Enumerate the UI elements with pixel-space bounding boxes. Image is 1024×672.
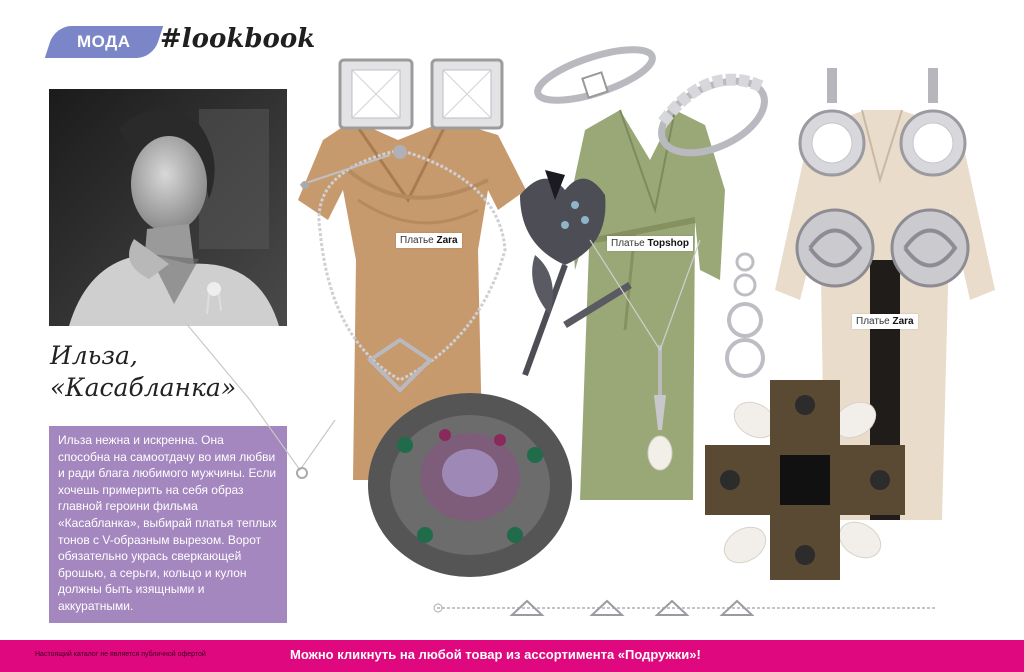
pearl-cross-brooch[interactable] (700, 375, 910, 585)
description-box (49, 426, 287, 623)
solitaire-ring[interactable] (530, 40, 660, 110)
product-tag-brand: Zara (436, 235, 458, 246)
product-tag-topshop-olive-dress[interactable] (607, 236, 693, 251)
square-stud-earrings[interactable] (340, 60, 490, 130)
leaf-ring[interactable] (648, 62, 778, 162)
heroine-portrait-photo (49, 89, 287, 326)
product-tag-brand: Topshop (647, 238, 689, 249)
knot-stud-earrings[interactable] (795, 208, 975, 288)
category-badge[interactable] (45, 26, 163, 58)
marcasite-rose-brooch[interactable] (365, 385, 575, 585)
lookbook-hashtag: #lookbook (160, 24, 316, 54)
product-tag-prefix: Платье (400, 235, 437, 246)
halo-drop-earrings[interactable] (800, 68, 970, 188)
film-title: «Касабланка» (50, 373, 237, 402)
shop-cta-text[interactable]: Можно кликнуть на любой товар из ассортимента «Подружки»! (290, 647, 701, 662)
category-label: МОДА (77, 32, 131, 51)
product-tag-zara-camel-dress[interactable] (396, 233, 462, 248)
rhinestone-necklace[interactable] (300, 140, 515, 400)
legal-disclaimer: Настоящий каталог не является публичной офертой (35, 651, 206, 658)
tulip-brooch[interactable] (505, 165, 635, 385)
product-tag-zara-cream-dress[interactable] (852, 314, 918, 329)
product-tag-brand: Zara (892, 316, 914, 327)
heroine-heading (50, 340, 290, 404)
heroine-name: Ильза, (50, 341, 138, 370)
pearl-drop-pendant[interactable] (640, 345, 680, 475)
product-tag-prefix: Платье (611, 238, 648, 249)
product-tag-prefix: Платье (856, 316, 893, 327)
chain-bracelet[interactable] (432, 598, 942, 618)
circles-pendant[interactable] (725, 250, 765, 380)
description-text: Ильза нежна и искренна. Она способна на самоотдачу во имя любви и ради блага любимого мужчины. Если хочешь примерить на себя образ главной героини фильма «Касабланка», выбирай платья теплых тонов с V-образным вырезом. Ворот обязательно укрась сверкающей брошью, а серьги, кольцо и кулон должны быть изящными и аккуратными. (58, 433, 277, 613)
